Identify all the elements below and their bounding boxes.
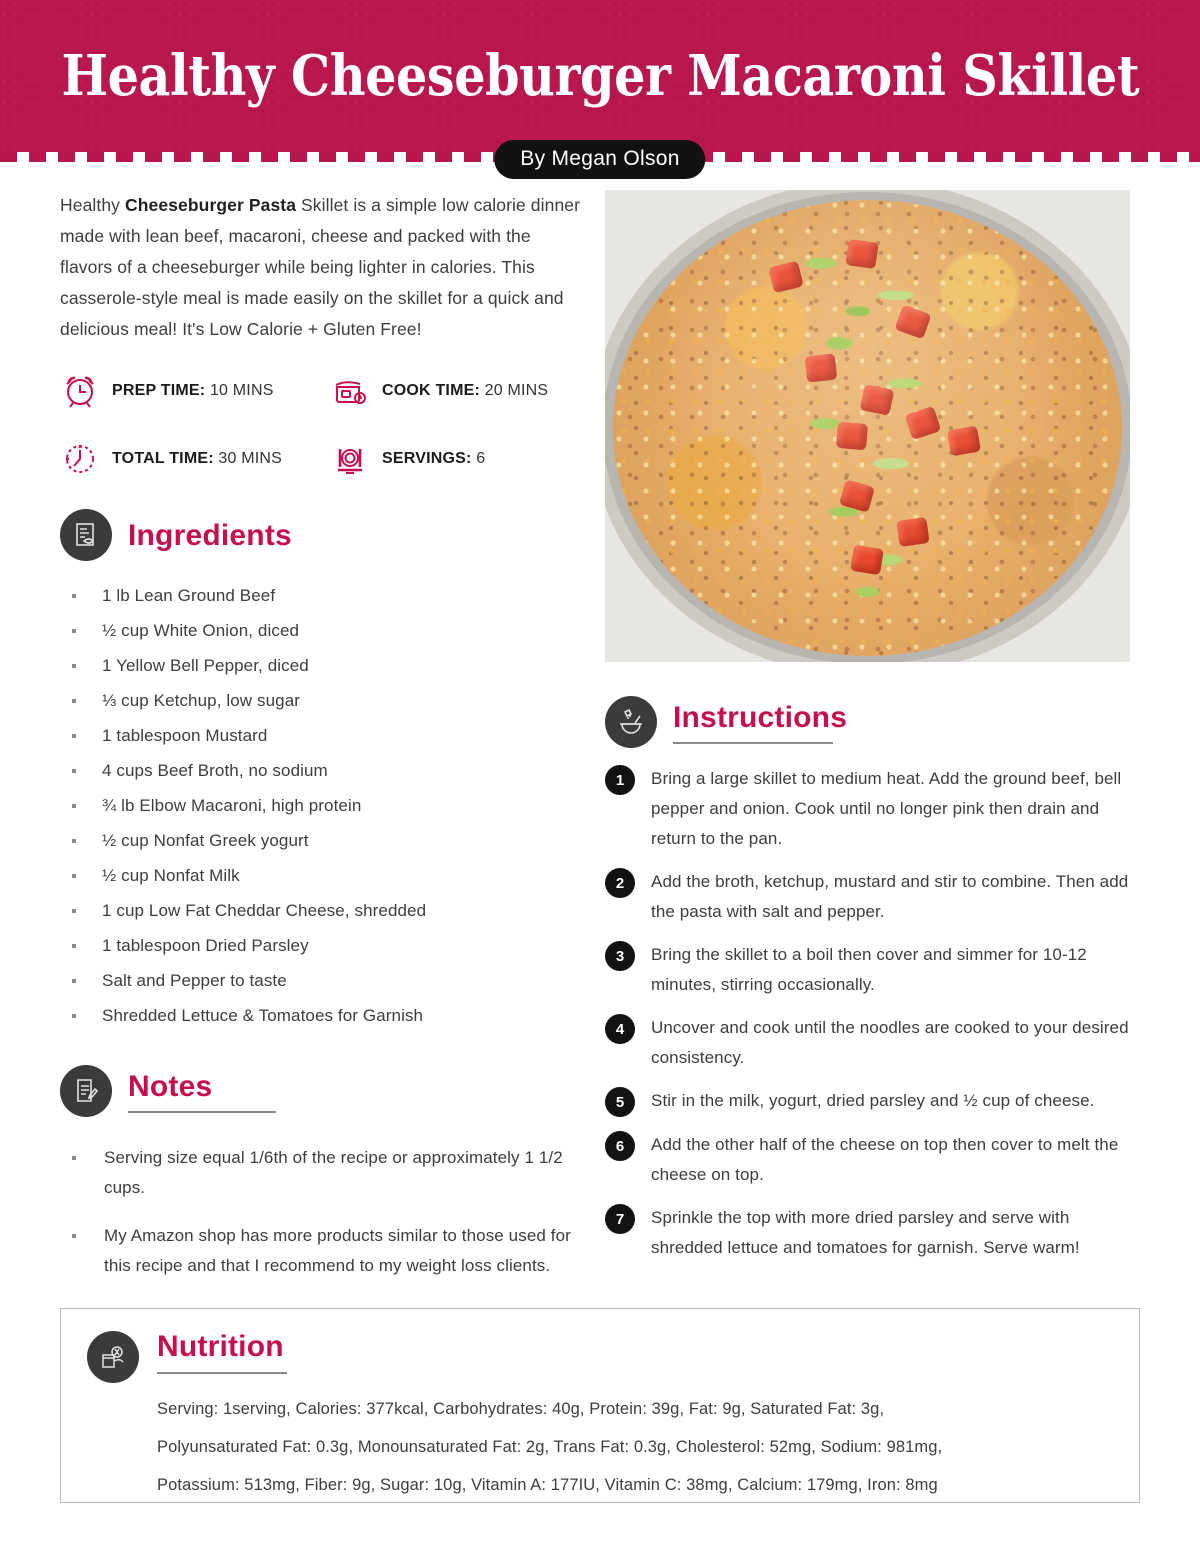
meta-total-time xyxy=(60,439,330,479)
intro-text-before: Healthy xyxy=(60,195,125,215)
step-number: 7 xyxy=(605,1204,635,1234)
meta-cook-time xyxy=(330,371,585,411)
ingredient-item: 1 lb Lean Ground Beef xyxy=(60,585,585,607)
ingredient-item: 1 cup Low Fat Cheddar Cheese, shredded xyxy=(60,900,585,922)
nutrition-title: Nutrition xyxy=(157,1330,284,1363)
ingredient-item: 1 Yellow Bell Pepper, diced xyxy=(60,655,585,677)
instructions-title: Instructions xyxy=(673,700,848,734)
serving-dish-icon xyxy=(330,439,370,479)
header-banner xyxy=(0,0,1200,152)
recipe-photo xyxy=(605,190,1130,662)
step-number: 5 xyxy=(605,1087,635,1117)
meta-servings-text xyxy=(382,450,485,468)
ingredients-list xyxy=(60,585,585,1027)
notepad-pencil-icon xyxy=(60,1065,112,1117)
instruction-steps xyxy=(605,764,1140,1263)
ingredients-section xyxy=(60,509,585,1027)
step-number: 1 xyxy=(605,765,635,795)
step-text: Stir in the milk, yogurt, dried parsley and ½ cup of cheese. xyxy=(651,1091,1095,1110)
clock-icon xyxy=(60,439,100,479)
diced-tomatoes xyxy=(613,200,1122,656)
ingredient-item: ½ cup Nonfat Greek yogurt xyxy=(60,830,585,852)
nutrition-line-2: Polyunsaturated Fat: 0.3g, Monounsaturated Fat: 2g, Trans Fat: 0.3g, Cholesterol: 52mg, Sodium: 981mg, xyxy=(157,1437,943,1456)
skillet-contents xyxy=(613,200,1122,656)
author-badge: By Megan Olson xyxy=(494,140,705,179)
meta-servings-value: 6 xyxy=(476,450,486,467)
nutrition-line-1: Serving: 1serving, Calories: 377kcal, Carbohydrates: 40g, Protein: 39g, Fat: 9g, Saturated Fat: 3g, xyxy=(157,1399,885,1418)
notes-section xyxy=(60,1065,585,1281)
step-text: Add the other half of the cheese on top then cover to melt the cheese on top. xyxy=(651,1135,1119,1184)
instruction-step xyxy=(605,1086,1140,1117)
intro-paragraph xyxy=(60,190,585,345)
meta-total-time-text xyxy=(112,450,282,468)
ingredient-item: ⅓ cup Ketchup, low sugar xyxy=(60,690,585,712)
mixing-bowl-icon xyxy=(605,696,657,748)
instructions-heading-row xyxy=(605,696,1140,748)
ingredient-item: 4 cups Beef Broth, no sodium xyxy=(60,760,585,782)
ingredient-item: ½ cup White Onion, diced xyxy=(60,620,585,642)
right-column xyxy=(605,190,1140,1299)
notes-underline xyxy=(128,1111,276,1113)
meta-servings xyxy=(330,439,585,479)
note-item: My Amazon shop has more products similar to those used for this recipe and that I recommend to my weight loss clients. xyxy=(60,1221,585,1281)
ingredient-item: Shredded Lettuce & Tomatoes for Garnish xyxy=(60,1005,585,1027)
ingredient-item: ¾ lb Elbow Macaroni, high protein xyxy=(60,795,585,817)
cooking-pot-icon xyxy=(330,371,370,411)
recipe-meta xyxy=(60,371,585,479)
ingredient-item: 1 tablespoon Dried Parsley xyxy=(60,935,585,957)
intro-bold-phrase: Cheeseburger Pasta xyxy=(125,195,297,215)
meta-cook-time-text xyxy=(382,382,548,400)
instruction-step xyxy=(605,940,1140,1000)
alarm-clock-icon xyxy=(60,371,100,411)
nutrition-panel xyxy=(60,1308,1140,1503)
step-text: Uncover and cook until the noodles are cooked to your desired consistency. xyxy=(651,1018,1129,1067)
nutrition-body xyxy=(157,1330,943,1494)
meta-prep-time-label: PREP TIME: xyxy=(112,382,206,399)
nutrition-icon xyxy=(87,1331,139,1383)
left-column xyxy=(60,190,585,1299)
page-title: Healthy Cheeseburger Macaroni Skillet xyxy=(61,43,1139,109)
notes-title: Notes xyxy=(128,1069,213,1103)
skillet-pan xyxy=(605,190,1130,662)
meta-cook-time-value: 20 MINS xyxy=(484,382,549,399)
step-number: 4 xyxy=(605,1014,635,1044)
instruction-step xyxy=(605,1130,1140,1190)
meta-prep-time xyxy=(60,371,330,411)
notes-title-wrap xyxy=(128,1069,276,1114)
step-text: Add the broth, ketchup, mustard and stir to combine. Then add the pasta with salt and pepper. xyxy=(651,872,1129,921)
nutrition-facts xyxy=(157,1390,942,1504)
step-number: 6 xyxy=(605,1131,635,1161)
instructions-section xyxy=(605,696,1140,1263)
ingredient-item: ½ cup Nonfat Milk xyxy=(60,865,585,887)
meta-total-time-label: TOTAL TIME: xyxy=(112,450,214,467)
nutrition-underline xyxy=(157,1372,287,1374)
nutrition-line-3: Potassium: 513mg, Fiber: 9g, Sugar: 10g, Vitamin A: 177IU, Vitamin C: 38mg, Calcium: 179mg, Iron: 8mg xyxy=(157,1475,938,1494)
instruction-step xyxy=(605,867,1140,927)
instructions-title-wrap xyxy=(673,700,847,745)
intro-text-after: Skillet is a simple low calorie dinner made with lean beef, macaroni, cheese and packed with the flavors of a cheeseburger while being lighter in calories. This casserole-style meal is made easily on the skillet for a quick and delicious meal! It's Low Calorie + Gluten Free! xyxy=(60,195,581,339)
meta-prep-time-text xyxy=(112,382,274,400)
ingredient-item: Salt and Pepper to taste xyxy=(60,970,585,992)
step-text: Bring the skillet to a boil then cover and simmer for 10-12 minutes, stirring occasionally. xyxy=(651,945,1087,994)
instruction-step xyxy=(605,1203,1140,1263)
meta-prep-time-value: 10 MINS xyxy=(209,382,274,399)
ingredient-item: 1 tablespoon Mustard xyxy=(60,725,585,747)
step-number: 3 xyxy=(605,941,635,971)
ingredients-list-icon xyxy=(60,509,112,561)
notes-list xyxy=(60,1143,585,1281)
ingredients-title-wrap xyxy=(128,518,292,552)
meta-total-time-value: 30 MINS xyxy=(218,450,283,467)
note-item: Serving size equal 1/6th of the recipe or approximately 1 1/2 cups. xyxy=(60,1143,585,1203)
step-text: Bring a large skillet to medium heat. Add the ground beef, bell pepper and onion. Cook until no longer pink then drain and return to the pan. xyxy=(651,769,1122,848)
ingredients-heading-row xyxy=(60,509,585,561)
notes-heading-row xyxy=(60,1065,585,1117)
instruction-step xyxy=(605,1013,1140,1073)
step-text: Sprinkle the top with more dried parsley and serve with shredded lettuce and tomatoes for garnish. Serve warm! xyxy=(651,1208,1080,1257)
meta-servings-label: SERVINGS: xyxy=(382,450,472,467)
meta-cook-time-label: COOK TIME: xyxy=(382,382,480,399)
instructions-underline xyxy=(673,742,833,744)
step-number: 2 xyxy=(605,868,635,898)
instruction-step xyxy=(605,764,1140,854)
ingredients-title: Ingredients xyxy=(128,519,292,553)
